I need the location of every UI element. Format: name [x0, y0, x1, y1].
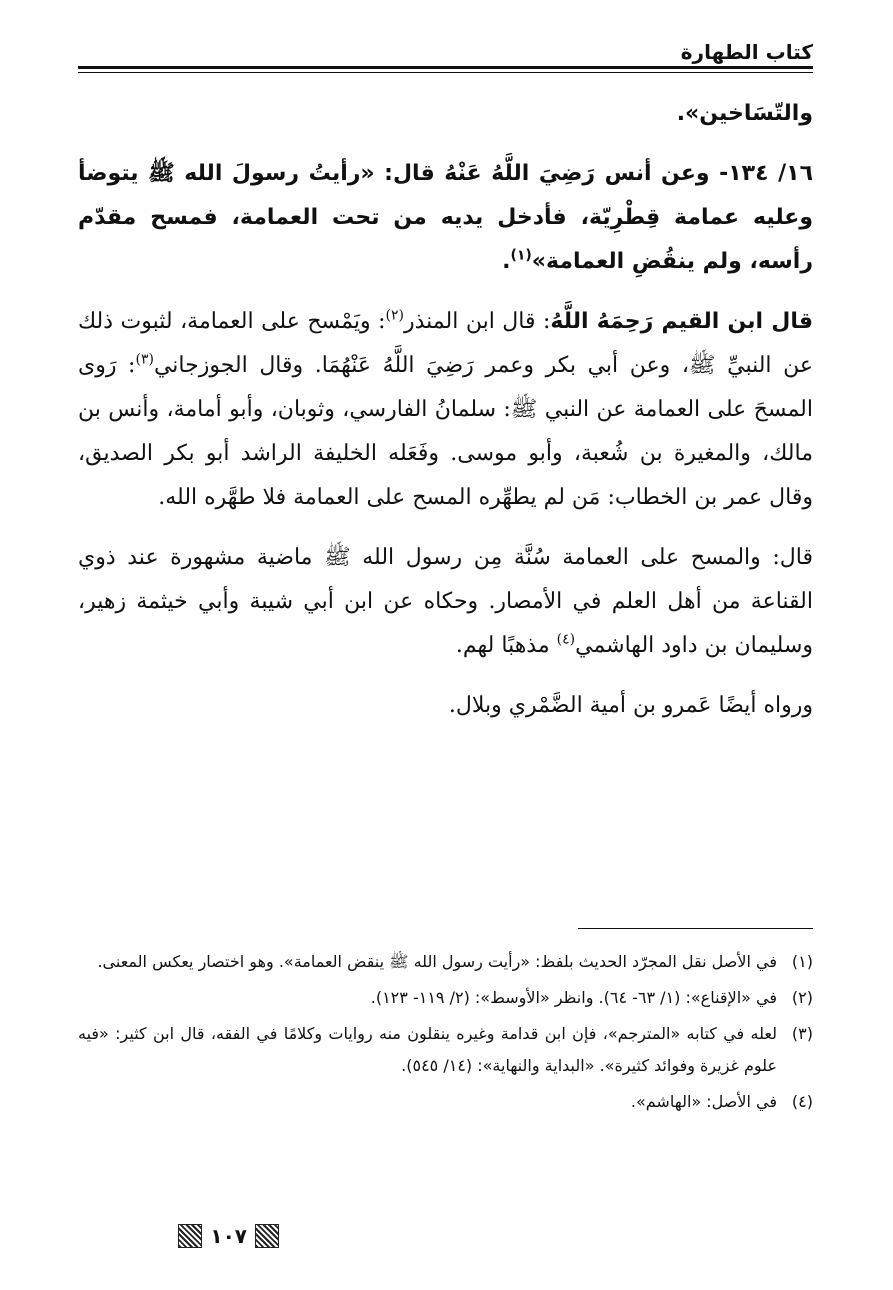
footnotes [78, 946, 813, 1122]
footnote-ref-2[interactable]: (٢) [385, 307, 404, 324]
sunnah-text-b: مذهبًا لهم. [455, 633, 557, 658]
footnote-ref-3[interactable]: (٣) [135, 351, 154, 368]
footnote-text: في الأصل نقل المجرّد الحديث بلفظ: «رأيت رسول الله ﷺ ينقض العمامة». وهو اختصار يعكس المعنى. [97, 952, 777, 971]
hadith-paragraph [78, 152, 813, 284]
footnote-text: في «الإقناع»: (١/ ٦٣- ٦٤). وانظر «الأوسط»: (٢/ ١١٩- ١٢٣). [370, 988, 777, 1007]
footnote [78, 946, 813, 978]
ibn-qayyim-text-b: : ويَمْسح على العمامة، لثبوت ذلك عن النبيِّ ﷺ، وعن أبي بكر وعمر رَضِيَ اللَّهُ عَنْهُمَا. وقال الجوزجاني [78, 309, 814, 378]
page-number-block [178, 1224, 279, 1248]
header-rule-thick [78, 66, 813, 69]
arabesque-square-icon [178, 1224, 202, 1248]
header-rule-thin [78, 72, 813, 73]
footnote [78, 1018, 813, 1082]
running-title: كتاب الطهارة [680, 40, 813, 64]
footnote-number: (١) [791, 952, 813, 971]
ibn-qayyim-paragraph [78, 300, 813, 520]
sunnah-text-a: قال: والمسح على العمامة سُنَّة مِن رسول الله ﷺ ماضية مشهورة عند ذوي القناعة من أهل العلم في الأمصار. وحكاه عن ابن أبي شيبة وأبي خيثمة زهير، وسليمان بن داود الهاشمي [78, 545, 813, 658]
speaker-lead: قال ابن القيم رَحِمَهُ اللَّهُ [550, 309, 813, 334]
footnote-ref-1[interactable]: (١) [510, 247, 532, 264]
page-number: ١٠٧ [210, 1224, 247, 1248]
footnote [78, 982, 813, 1014]
footnote [78, 1086, 813, 1118]
sunnah-paragraph [78, 536, 813, 668]
footnote-separator [578, 928, 813, 929]
footnote-text: لعله في كتابه «المترجم»، فإن ابن قدامة وغيره ينقلون منه روايات وكلامًا في الفقه، قال ابن كثير: «فيه علوم غزيرة وفوائد كثيرة». «البداية والنهاية»: (١٤/ ٥٤٥). [78, 1024, 777, 1075]
footnote-number: (٢) [791, 988, 813, 1007]
arabesque-square-icon [255, 1224, 279, 1248]
footnote-text: في الأصل: «الهاشم». [630, 1092, 777, 1111]
ibn-qayyim-text-a: : قال ابن المنذر [404, 309, 551, 334]
footnote-number: (٤) [791, 1092, 813, 1111]
narrators-text: ورواه أيضًا عَمرو بن أمية الضَّمْري وبلال. [448, 693, 813, 718]
footnote-ref-4[interactable]: (٤) [556, 631, 576, 648]
page [78, 0, 813, 1290]
hadith-text: ١٦/ ١٣٤- وعن أنس رَضِيَ اللَّهُ عَنْهُ قال: «رأيتُ رسولَ الله ﷺ يتوضأ وعليه عمامة قِطْرِيّة، فأدخل يديه من تحت العمامة، فمسح مقدّم رأسه، ولم ينقُضِ العمامة» [78, 161, 813, 274]
main-text [78, 92, 813, 728]
paragraph-continuation [78, 92, 813, 136]
continuation-text: والتّسَاخين». [676, 101, 813, 126]
footnote-number: (٣) [791, 1024, 813, 1043]
narrators-paragraph [78, 684, 813, 728]
ibn-qayyim-text-c: : رَوى المسحَ على العمامة عن النبي ﷺ: سلمانُ الفارسي، وثوبان، وأبو أمامة، وأنس بن مالك، والمغيرة بن شُعبة، وأبو موسى. وفَعَله الخليفة الراشد أبو بكر الصديق، وقال عمر بن الخطاب: مَن لم يطهِّره المسح على العمامة فلا طهَّره الله. [78, 353, 813, 510]
hadith-end: . [502, 249, 511, 274]
